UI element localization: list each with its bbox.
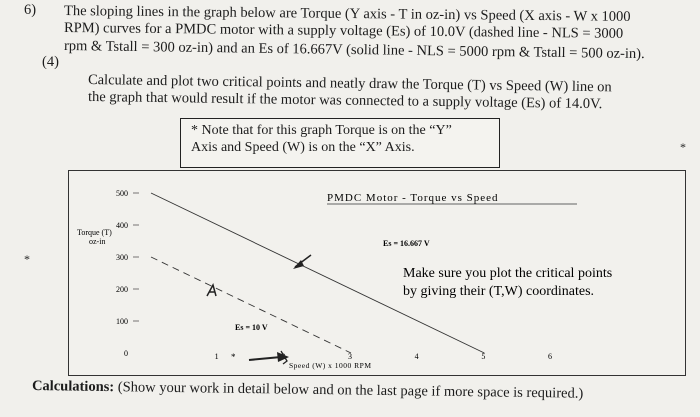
label-solid-line: Es = 16.667 V xyxy=(383,239,430,248)
question-points: (4) xyxy=(42,54,59,70)
y-tick-label: 100 xyxy=(116,317,128,326)
x-tick-label: 1 xyxy=(214,352,219,361)
y-tick-label: 300 xyxy=(116,253,128,262)
y-tick-label: 0 xyxy=(124,349,128,358)
margin-star-right: * xyxy=(680,140,686,154)
task-line-2: the graph that would result if the motor was connected to a supply voltage (Es) of 14.0V. xyxy=(87,89,603,113)
arrow-bottom-line xyxy=(249,357,281,360)
margin-star-left: * xyxy=(24,252,30,266)
calculations-label: Calculations: xyxy=(31,378,115,396)
torque-speed-chart xyxy=(69,171,687,377)
note-line-2: Axis and Speed (W) is on the “X” Axis. xyxy=(191,140,415,155)
star-marker-bottom: * xyxy=(231,352,236,362)
marker-a xyxy=(207,285,216,296)
label-dashed-line: Es = 10 V xyxy=(235,323,268,332)
x-tick-label: 4 xyxy=(414,352,419,361)
x-axis-ticks xyxy=(215,352,552,361)
y-tick-label: 200 xyxy=(116,285,128,294)
note-line-1: * Note that for this graph Torque is on the “Y” xyxy=(191,123,452,138)
y-axis-ticks xyxy=(116,189,139,358)
graph-panel xyxy=(68,170,686,376)
note-box xyxy=(180,118,500,168)
y-axis-label-1: Torque (T) xyxy=(77,228,112,237)
calculations-prompt xyxy=(32,378,583,403)
y-tick-label: 400 xyxy=(116,221,128,230)
x-tick-label: 6 xyxy=(548,352,552,361)
chart-title: PMDC Motor - Torque vs Speed xyxy=(327,192,499,204)
x-axis-label: Speed (W) x 1000 RPM xyxy=(289,361,372,370)
question-number: 6) xyxy=(24,2,37,18)
series-line-10v xyxy=(151,257,351,353)
question-line-2: RPM) curves for a PMDC motor with a supply voltage (Es) of 10.0V (dashed line - NLS = 3000 xyxy=(63,20,624,42)
question-line-1: The sloping lines in the graph below are Torque (Y axis - T in oz-in) vs Speed (X axis - W x 1000 xyxy=(63,3,631,25)
x-tick-label: 3 xyxy=(348,352,352,361)
question-line-3: rpm & Tstall = 300 oz-in) and an Es of 16.667V (solid line - NLS = 5000 rpm & Tstall = 500 oz-in). xyxy=(63,38,645,63)
x-tick-label: 5 xyxy=(481,352,486,361)
y-tick-label: 500 xyxy=(116,189,128,198)
calculations-text: (Show your work in detail below and on the last page if more space is required.) xyxy=(114,379,584,402)
task-line-1: Calculate and plot two critical points and neatly draw the Torque (T) vs Speed (W) line on xyxy=(87,72,612,96)
plot-hint-1: Make sure you plot the critical points xyxy=(403,266,613,281)
plot-hint-2: by giving their (T,W) coordinates. xyxy=(403,284,595,299)
y-axis-label-2: oz-in xyxy=(89,237,106,246)
